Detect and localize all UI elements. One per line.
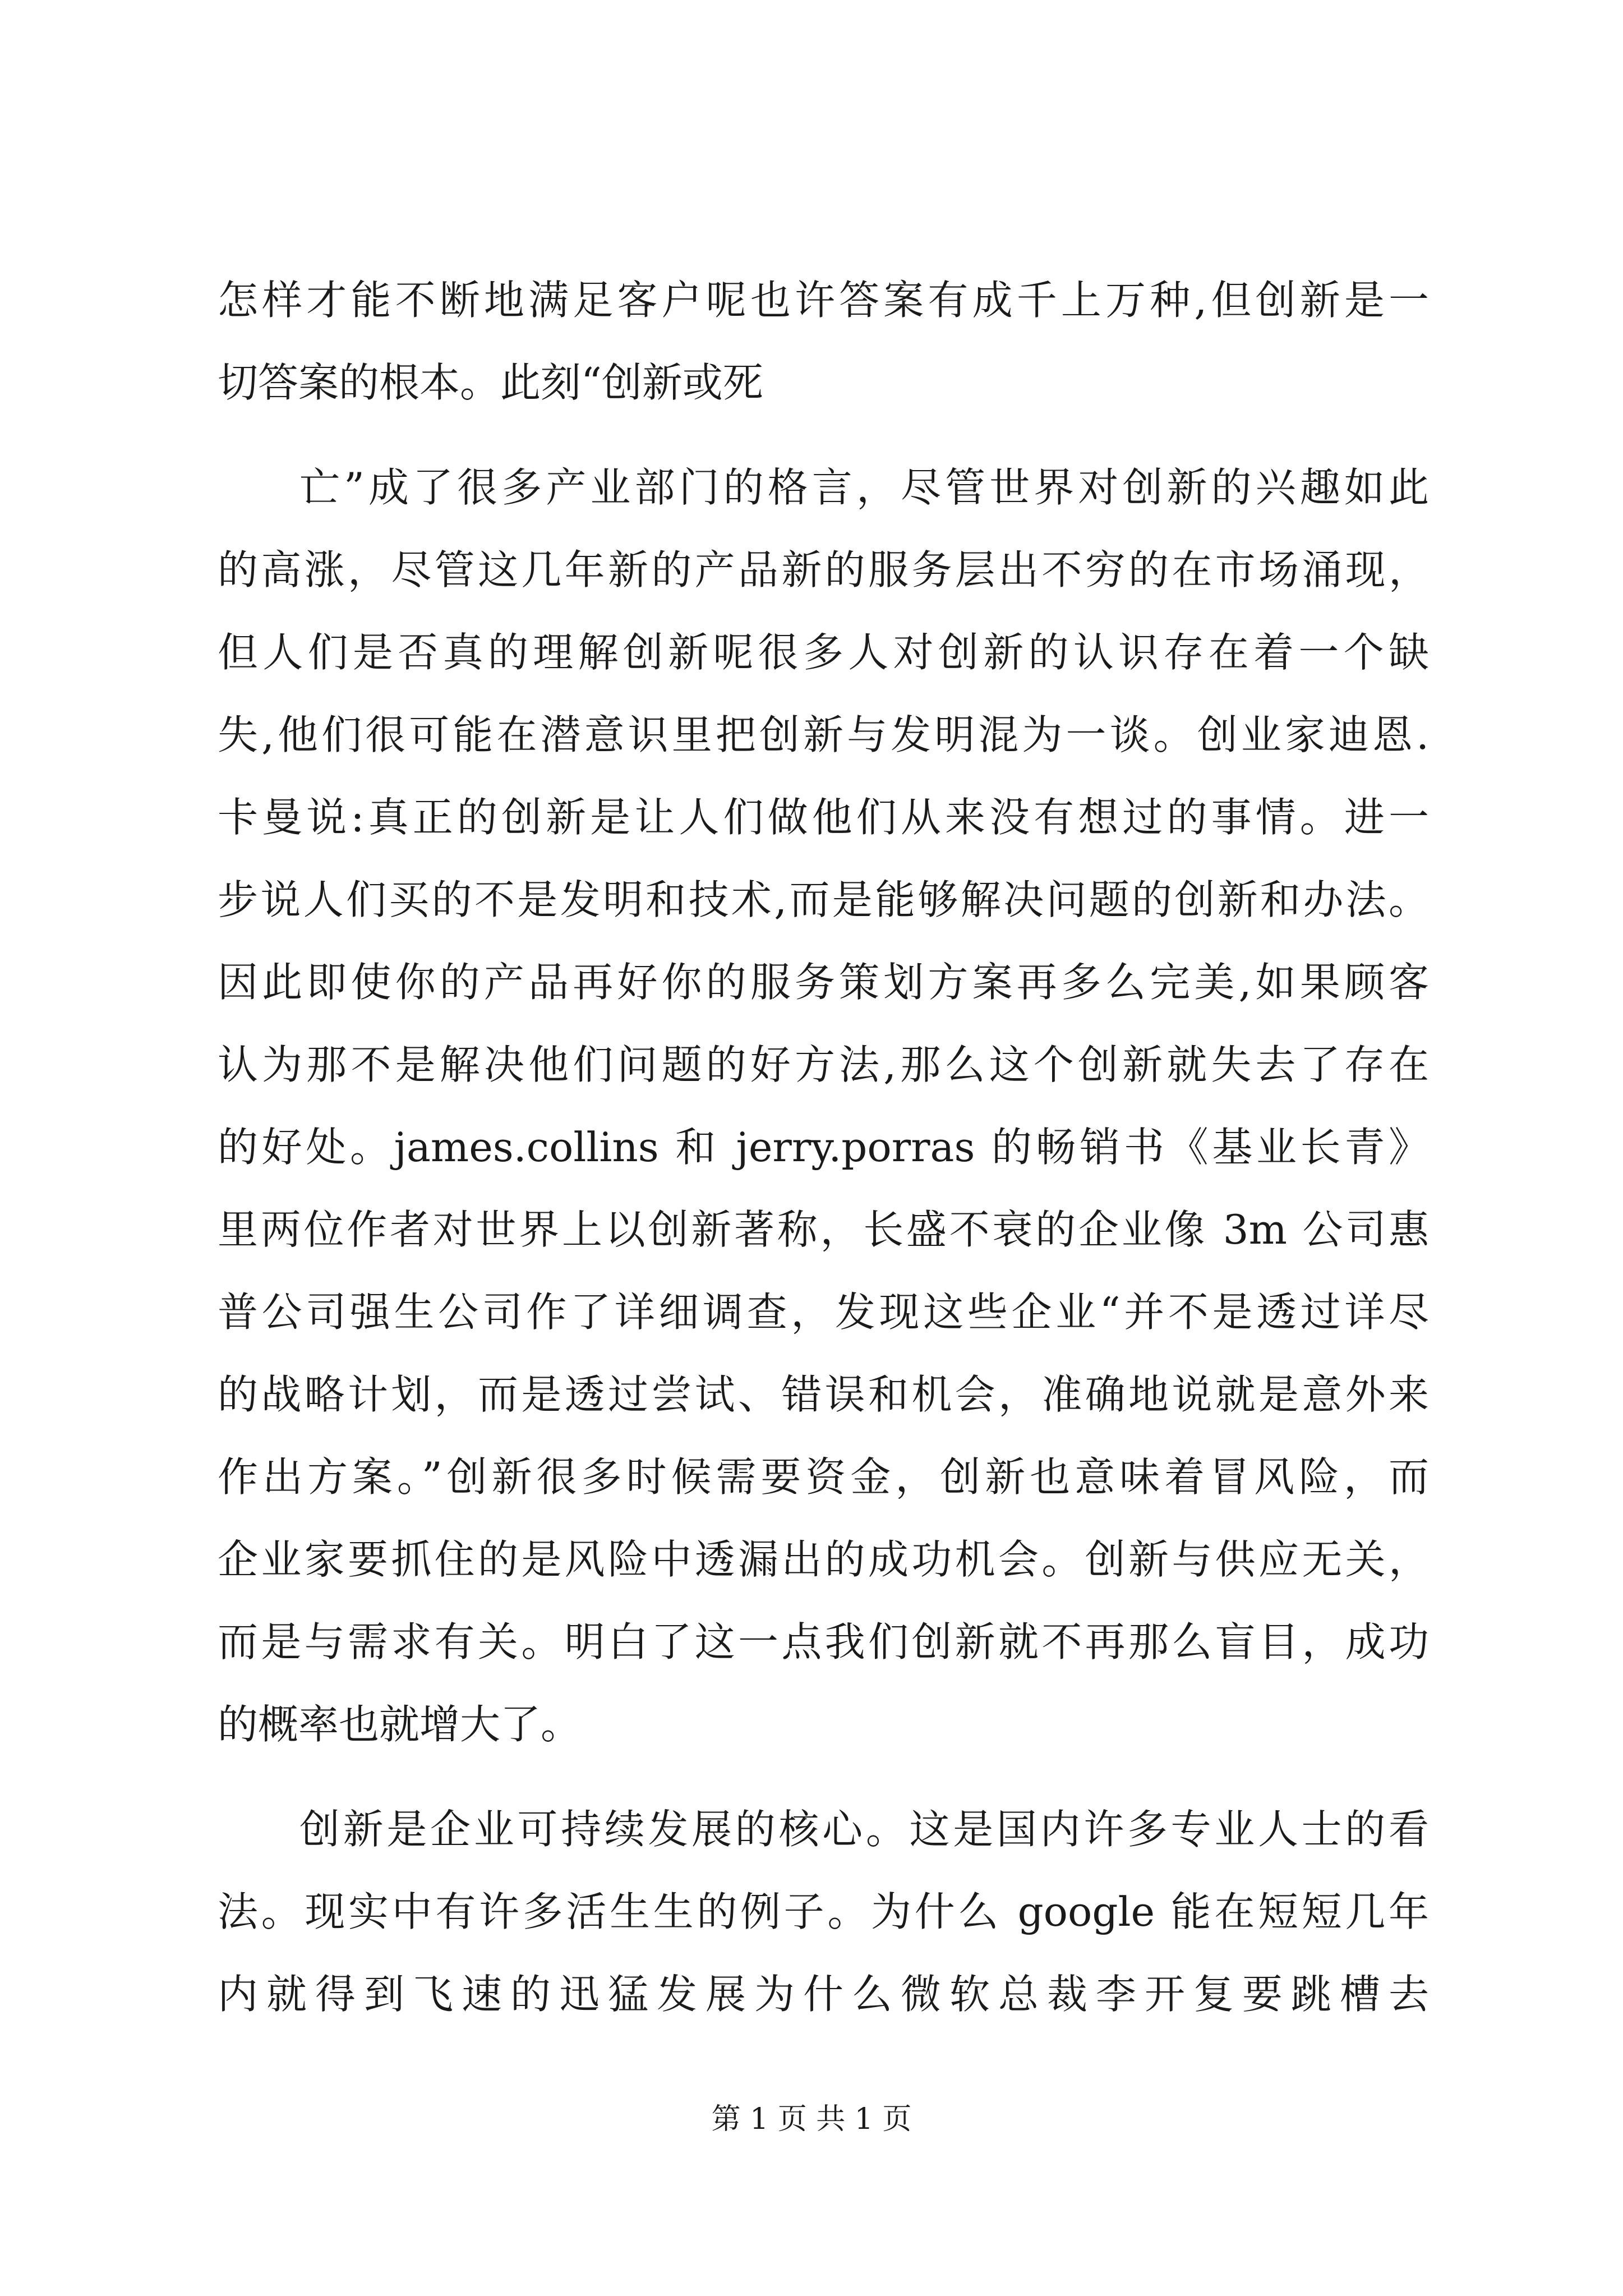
paragraph-line: 创新是企业可持续发展的核心。这是国内许多专业人士的看 [299,1806,1429,1853]
paragraph-line: 普公司强生公司作了详细调查，发现这些企业“并不是透过详尽 [218,1289,1429,1336]
paragraph-line: 作出方案。”创新很多时候需要资金，创新也意味着冒风险，而 [218,1453,1429,1501]
paragraph-gap [218,424,1429,447]
paragraph-line: 的概率也就增大了。 [218,1701,582,1748]
paragraph-gap [218,1766,1429,1788]
paragraph-line: 怎样才能不断地满足客户呢也许答案有成千上万种,但创新是一 [218,277,1429,324]
paragraph-line: 切答案的根本。此刻“创新或死 [218,359,763,406]
document-body [218,259,1429,2036]
paragraph-line: 步说人们买的不是发明和技术,而是能够解决问题的创新和办法。 [218,876,1429,923]
page-footer: 第 1 页 共 1 页 [711,2102,912,2136]
paragraph-line: 的战略计划，而是透过尝试、错误和机会，准确地说就是意外来 [218,1371,1429,1418]
paragraph-line: 认为那不是解决他们问题的好方法,那么这个创新就失去了存在 [218,1041,1429,1088]
paragraph-line: 亡”成了很多产业部门的格言，尽管世界对创新的兴趣如此 [299,464,1429,511]
paragraph-line: 卡曼说:真正的创新是让人们做他们从来没有想过的事情。进一 [218,794,1429,841]
paragraph-line: 的高涨，尽管这几年新的产品新的服务层出不穷的在市场涌现， [218,546,1429,593]
paragraph-line: 因此即使你的产品再好你的服务策划方案再多么完美,如果顾客 [218,959,1429,1006]
paragraph-line: 企业家要抓住的是风险中透漏出的成功机会。创新与供应无关， [218,1536,1429,1583]
paragraph-line: 里两位作者对世界上以创新著称，长盛不衰的企业像 3m 公司惠 [218,1206,1429,1253]
paragraph-line: 但人们是否真的理解创新呢很多人对创新的认识存在着一个缺 [218,629,1429,676]
paragraph-line: 内就得到飞速的迅猛发展为什么微软总裁李开复要跳槽去 [218,1971,1429,2018]
paragraph-line: 法。现实中有许多活生生的例子。为什么 google 能在短短几年 [218,1888,1429,1935]
paragraph-line: 失,他们很可能在潜意识里把创新与发明混为一谈。创业家迪恩. [218,711,1429,758]
paragraph-line: 的好处。james.collins 和 jerry.porras 的畅销书《基业长青》 [218,1124,1429,1171]
paragraph-line: 而是与需求有关。明白了这一点我们创新就不再那么盲目，成功 [218,1618,1429,1665]
